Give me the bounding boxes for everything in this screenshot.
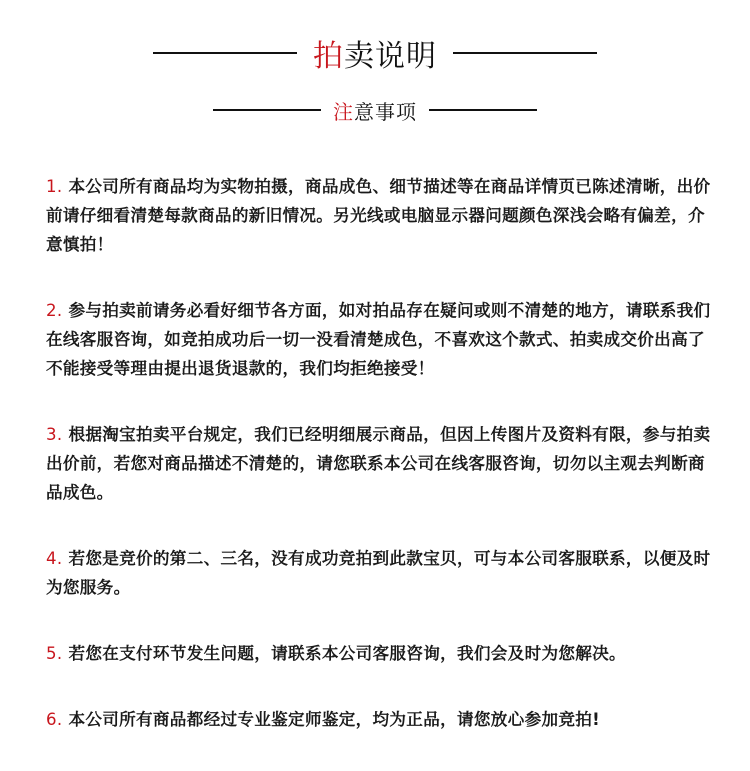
note-text: 若您在支付环节发生问题，请联系本公司客服咨询，我们会及时为您解决。	[68, 644, 626, 663]
subtitle-left-rule	[213, 109, 321, 111]
note-text: 本公司所有商品均为实物拍摄，商品成色、细节描述等在商品详情页已陈述清晰，出价前请仔细看清楚每款商品的新旧情况。另光线或电脑显示器问题颜色深浅会略有偏差，介意慎拍！	[46, 177, 711, 254]
note-number: 5.	[46, 644, 63, 663]
section-title	[333, 96, 417, 125]
page-title	[313, 31, 437, 75]
note-text: 本公司所有商品都经过专业鉴定师鉴定，均为正品，请您放心参加竞拍!	[68, 710, 601, 729]
note-text: 若您是竞价的第二、三名，没有成功竞拍到此款宝贝，可与本公司客服联系，以便及时为您服务。	[46, 549, 711, 597]
notes-list	[46, 172, 716, 771]
page-title-row	[0, 28, 750, 78]
page-title-accent-char: 拍	[313, 39, 344, 74]
note-number: 3.	[46, 425, 63, 444]
note-number: 2.	[46, 301, 63, 320]
note-item	[46, 705, 716, 734]
subtitle-right-rule	[429, 109, 537, 111]
note-item	[46, 172, 716, 259]
note-text: 根据淘宝拍卖平台规定，我们已经明细展示商品，但因上传图片及资料有限，参与拍卖出价前，若您对商品描述不清楚的，请您联系本公司在线客服咨询，切勿以主观去判断商品成色。	[46, 425, 711, 502]
note-item	[46, 544, 716, 602]
section-title-rest: 意事项	[354, 99, 417, 124]
note-number: 1.	[46, 177, 63, 196]
note-number: 4.	[46, 549, 63, 568]
note-item	[46, 296, 716, 383]
title-right-rule	[453, 52, 597, 54]
note-item	[46, 420, 716, 507]
section-title-row	[0, 92, 750, 128]
page-title-rest: 卖说明	[344, 39, 437, 74]
note-item	[46, 639, 716, 668]
title-left-rule	[153, 52, 297, 54]
note-text: 参与拍卖前请务必看好细节各方面，如对拍品存在疑问或则不清楚的地方，请联系我们在线客服咨询，如竞拍成功后一切一没看清楚成色，不喜欢这个款式、拍卖成交价出高了不能接受等理由提出退货退款的，我们均拒绝接受！	[46, 301, 711, 378]
section-title-accent-char: 注	[333, 99, 354, 124]
note-number: 6.	[46, 710, 63, 729]
